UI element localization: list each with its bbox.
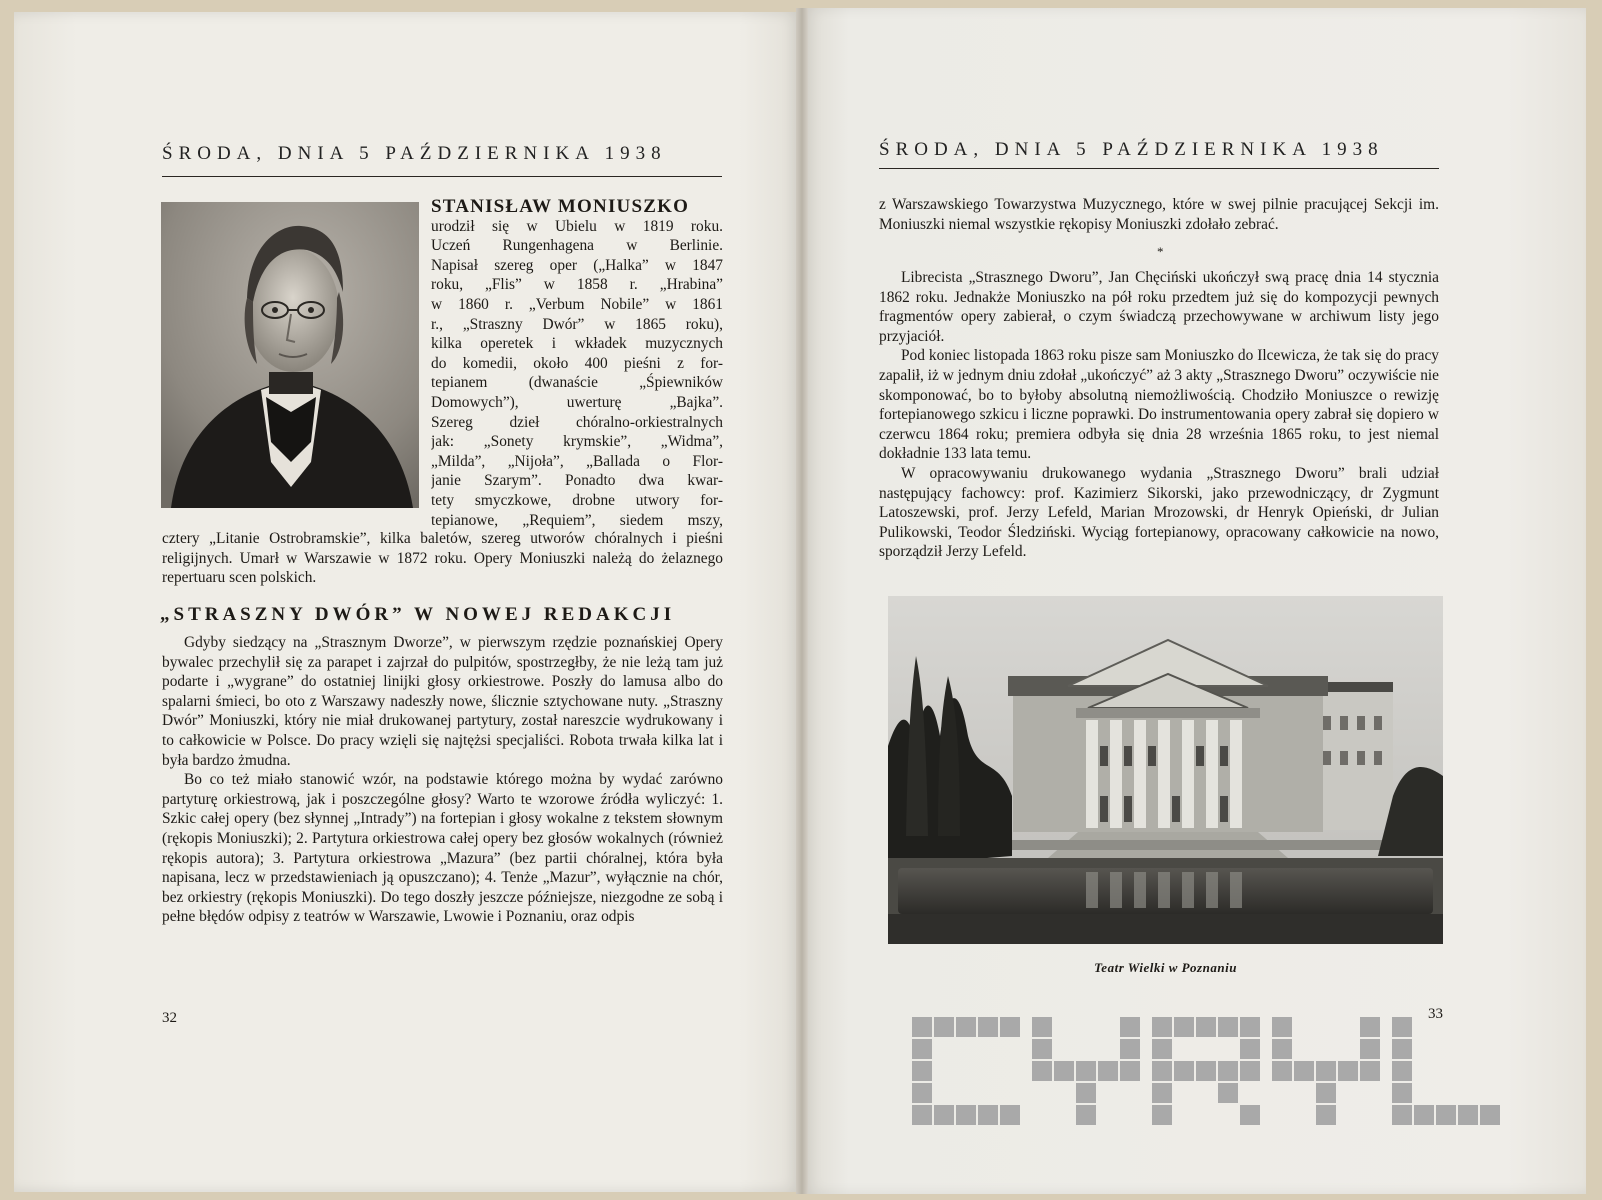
watermark-block: [934, 1017, 954, 1037]
bio-line: w 1860 r. „Verbum Nobile” w 1861: [431, 295, 723, 313]
watermark-block: [1032, 1017, 1052, 1037]
watermark-block: [1152, 1083, 1172, 1103]
watermark-block: [1152, 1061, 1172, 1081]
watermark-block: [1360, 1017, 1380, 1037]
watermark-block: [956, 1105, 976, 1125]
bio-line: janie Szarym”. Ponadto dwa kwar-: [431, 472, 723, 490]
watermark-block: [1294, 1061, 1314, 1081]
watermark-block: [934, 1105, 954, 1125]
portrait-image: [161, 202, 419, 508]
watermark-block: [1152, 1039, 1172, 1059]
left-page-number: 32: [162, 1010, 177, 1026]
bio-line: jak: „Sonety krymskie”, „Widma”,: [431, 433, 723, 451]
watermark-block: [1360, 1061, 1380, 1081]
watermark-block: [1240, 1105, 1260, 1125]
theatre-image: [888, 596, 1443, 944]
watermark-block: [1174, 1061, 1194, 1081]
watermark-block: [1316, 1083, 1336, 1103]
book-gutter: [796, 8, 808, 1194]
bio-line: „Milda”, „Nijoła”, „Ballada o Flor-: [431, 452, 723, 470]
right-paragraph-1: Librecista „Strasznego Dworu”, Jan Chęciński ukończył swą pracę dnia 14 stycznia 1862 roku. Jednakże Moniuszko na pół roku przedtem już się do kompozycji pewnych fragmentów opery zabierał, o czym świadczą przechowywane w archiwum listy jego przyjaciół.: [879, 269, 1439, 345]
bio-line: tepianem (dwanaście „Śpiewników: [431, 374, 723, 392]
watermark-block: [1360, 1039, 1380, 1059]
watermark-block: [1272, 1061, 1292, 1081]
watermark-block: [912, 1061, 932, 1081]
watermark-block: [1098, 1061, 1118, 1081]
theatre-photo: [888, 596, 1443, 944]
watermark-block: [1000, 1105, 1020, 1125]
left-page: [14, 12, 802, 1192]
watermark-block: [1316, 1061, 1336, 1081]
watermark-block: [1338, 1061, 1358, 1081]
watermark-block: [912, 1039, 932, 1059]
bio-line: roku, „Flis” w 1858 r. „Hrabina”: [431, 276, 723, 294]
watermark-block: [912, 1083, 932, 1103]
watermark-block: [1392, 1039, 1412, 1059]
bio-line: r., „Straszny Dwór” w 1865 roku),: [431, 315, 723, 333]
watermark-block: [1076, 1083, 1096, 1103]
watermark-block: [1392, 1017, 1412, 1037]
photo-caption: Teatr Wielki w Poznaniu: [1094, 960, 1237, 975]
right-body: [879, 268, 1439, 562]
section-body: [162, 633, 723, 927]
watermark-block: [912, 1017, 932, 1037]
watermark-block: [956, 1017, 976, 1037]
watermark-block: [1076, 1105, 1096, 1125]
watermark-block: [978, 1017, 998, 1037]
watermark-block: [1076, 1061, 1096, 1081]
watermark-block: [1392, 1083, 1412, 1103]
bio-name: STANISŁAW MONIUSZKO: [431, 196, 690, 217]
bio-block-wide: [162, 529, 723, 588]
section-paragraph-1: Gdyby siedzący na „Strasznym Dworze”, w pierwszym rzędzie poznańskiej Opery bywalec przechylił się za parapet i zajrzał do pulpitów, spostrzegłby, że nie leżą tam już podarte i „wygrane” do ostatniej linijki głosy orkiestrowe. Poszły do lamusa albo do spalarni śmieci, bo oto z Warszawy nadeszły nowe, ślicznie sztychowane nuty. „Straszny Dwór” Moniuszki, który nie miał drukowanej partytury, został nareszcie wydrukowany i to całkowicie w Polsce. Do pracy wzięli się najtężsi specjaliści. Robota trwała kilka lat i była bardzo żmudna.: [162, 634, 723, 769]
watermark-block: [1240, 1061, 1260, 1081]
continuation-text: z Warszawskiego Towarzystwa Muzycznego, które w swej pilnie pracującej Sekcji im. Moniuszki niemal wszystkie rękopisy Moniuszki zdołało zebrać.: [879, 196, 1439, 233]
watermark-block: [1240, 1039, 1260, 1059]
watermark-block: [1316, 1105, 1336, 1125]
watermark-block: [1196, 1061, 1216, 1081]
watermark-block: [1152, 1105, 1172, 1125]
section-title: „STRASZNY DWÓR” W NOWEJ REDAKCJI: [160, 604, 676, 625]
bio-line: kilka operetek i wkładek muzycznych: [431, 335, 723, 353]
right-page-header: ŚRODA, DNIA 5 PAŹDZIERNIKA 1938: [879, 139, 1384, 160]
left-page-header: ŚRODA, DNIA 5 PAŹDZIERNIKA 1938: [162, 143, 667, 164]
watermark-block: [978, 1105, 998, 1125]
right-page-number: 33: [1428, 1006, 1443, 1022]
watermark-block: [1272, 1017, 1292, 1037]
left-header-rule: [162, 176, 722, 177]
portrait-photo: [161, 202, 419, 508]
bio-block-narrow: [431, 197, 723, 530]
bio-line: Uczeń Rungenhagena w Berlinie.: [431, 237, 723, 255]
bio-line: Domowych”), uwerturę „Bajka”.: [431, 393, 723, 411]
bio-lines: [431, 217, 723, 531]
watermark-block: [1392, 1105, 1412, 1125]
bio-line: urodził się w Ubielu w 1819 roku.: [431, 217, 723, 235]
section-paragraph-2: Bo co też miało stanowić wzór, na podstawie którego można by wydać zarówno partyturę orkiestrową, jak i poszczególne głosy? Warto te wzorowe źródła wyliczyć: 1. Szkic całej opery (bez słynnej „Intrady”) na fortepian i głosy wokalne z tekstem słownym (rękopis Moniuszki); 2. Partytura orkiestrowa całej opery bez głosów wokalnych (również rękopis autora); 3. Partytura orkiestrowa „Mazura” (bez partii chóralnej, która była napisana, lecz w przedstawieniach ją opuszczano); 4. Tenże „Mazur”, wyłącznie na chór, bez orkiestry (rękopis Moniuszki). Do tego doszły jeszcze późniejsze, niezgodne ze sobą i pełne błędów odpisy z teatrów w Warszawie, Lwowie i Poznaniu, oraz odpis: [162, 771, 723, 926]
watermark-block: [1436, 1105, 1456, 1125]
watermark-block: [1174, 1017, 1194, 1037]
right-header-rule: [879, 168, 1439, 169]
watermark-block: [1152, 1017, 1172, 1037]
watermark-block: [1054, 1061, 1074, 1081]
bio-line: Napisał szereg oper („Halka” w 1847: [431, 256, 723, 274]
watermark-block: [1272, 1039, 1292, 1059]
right-paragraph-2: Pod koniec listopada 1863 roku pisze sam Moniuszko do Ilcewicza, że tak się do pracy zapalił, iż w jednym dniu zdołał „ukończyć” aż 3 akty „Strasznego Dworu” oczywiście nie skomponować, bo to byłoby absolutną niemożliwością. Chodziło Moniuszce o rewizję fortepianowego szkicu i liczne poprawki. Do instrumentowania opery zabrał się dopiero w czerwcu 1864 roku; premiera odbyła się dnia 28 września 1865 roku, to jest niemal dokładnie 133 lata temu.: [879, 347, 1439, 463]
watermark-block: [1120, 1017, 1140, 1037]
bio-line: tepianowe, „Requiem”, siedem mszy,: [431, 511, 723, 529]
bio-line: Szereg dzieł chóralno-orkiestralnych: [431, 413, 723, 431]
watermark-block: [912, 1105, 932, 1125]
bio-wide-text: cztery „Litanie Ostrobramskie”, kilka baletów, szereg utworów chóralnych i pieśni religijnych. Umarł w Warszawie w 1872 roku. Opery Moniuszki należą do żelaznego repertuaru scen polskich.: [162, 530, 723, 587]
watermark-blocks: [912, 1017, 1500, 1125]
right-continuation: [879, 195, 1439, 234]
watermark-block: [1414, 1105, 1434, 1125]
watermark-block: [1032, 1039, 1052, 1059]
bio-line: tety smyczkowe, drobne utwory for-: [431, 491, 723, 509]
watermark-block: [1218, 1017, 1238, 1037]
watermark-block: [1458, 1105, 1478, 1125]
right-paragraph-3: W opracowywaniu drukowanego wydania „Strasznego Dworu” brali udział następujący fachowcy: prof. Kazimierz Sikorski, jako przewodniczący, dr Zygmunt Latoszewski, prof. Jerzy Lefeld, Marian Mrozowski, dr Henryk Opieński, dr Julian Pulikowski, Teodor Śledziński. Wyciąg fortepianowy, opracowany całkowicie na nowo, sporządził Jerzy Lefeld.: [879, 464, 1439, 561]
watermark-block: [1120, 1061, 1140, 1081]
watermark-block: [1032, 1061, 1052, 1081]
cyryl-watermark: [912, 1017, 1532, 1127]
watermark-block: [1240, 1017, 1260, 1037]
watermark-block: [1120, 1039, 1140, 1059]
watermark-block: [1218, 1083, 1238, 1103]
watermark-block: [1196, 1017, 1216, 1037]
bio-line: do komedii, około 400 pieśni z for-: [431, 354, 723, 372]
separator-star: *: [1157, 244, 1164, 259]
watermark-block: [1392, 1061, 1412, 1081]
watermark-block: [1218, 1061, 1238, 1081]
watermark-block: [1000, 1017, 1020, 1037]
watermark-block: [1480, 1105, 1500, 1125]
